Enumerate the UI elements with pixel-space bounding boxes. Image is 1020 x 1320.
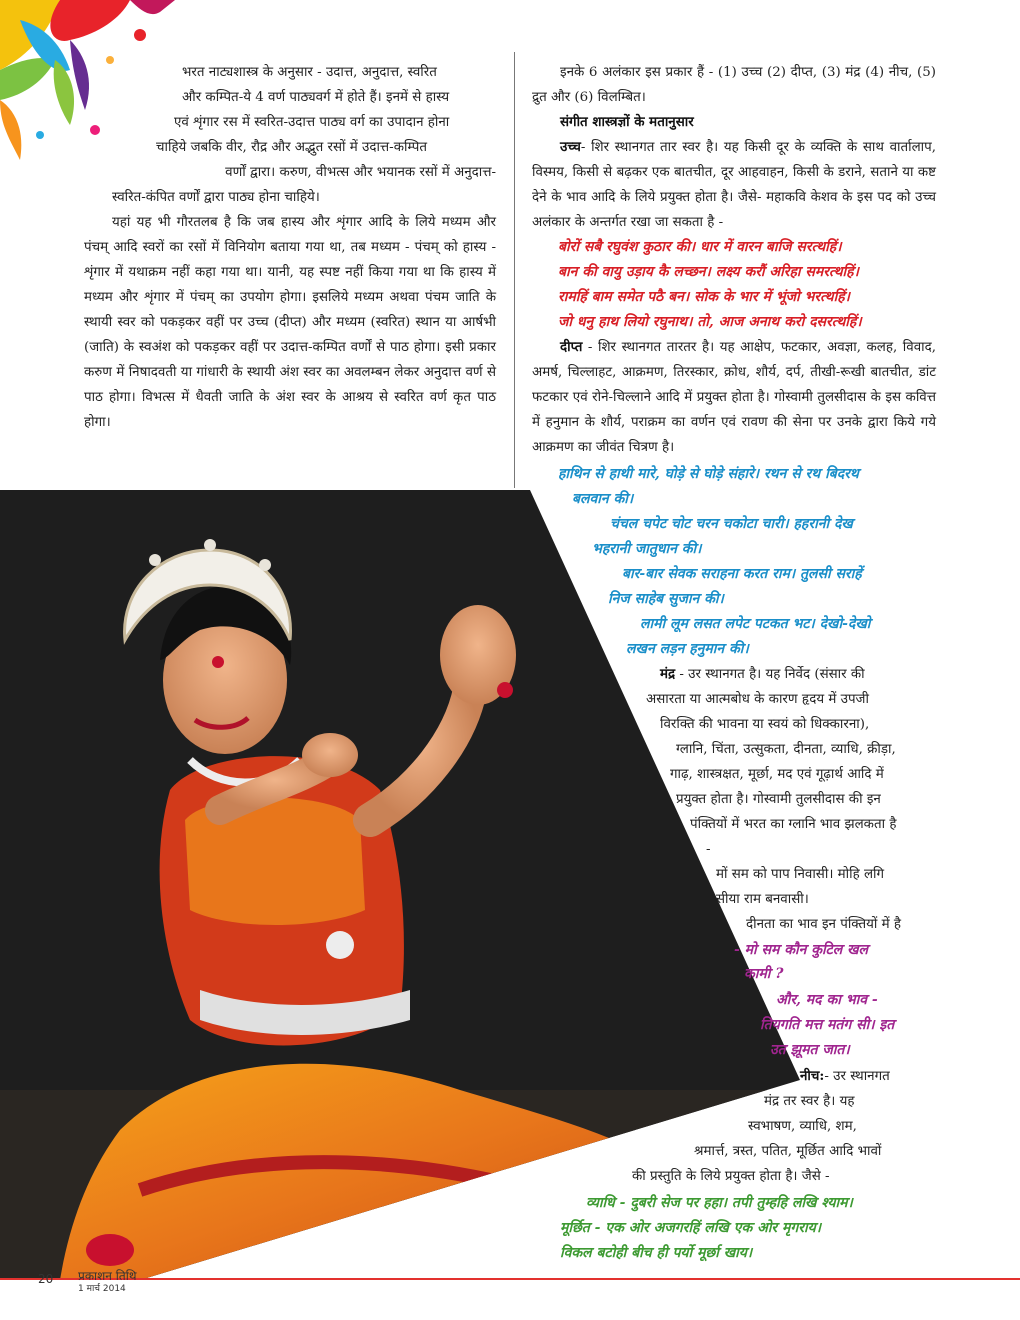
blue-verse-2: बलवान की।	[572, 491, 634, 507]
left-line-1: भरत नाट्यशास्त्र के अनुसार - उदात्त, अनुदात्त, स्वरित	[182, 65, 437, 80]
mandra-line-8: -	[706, 842, 711, 857]
purple-verse-5: उत झूमत जात।	[770, 1042, 850, 1058]
neech-text-1: - उर स्थानगत	[824, 1069, 890, 1084]
footer-magazine: प्रकाशन तिथि	[78, 1269, 137, 1283]
column-divider	[514, 52, 515, 488]
red-verse-4: जो धनु हाथ लियो रघुनाथ। तो, आज अनाथ करो दसरत्थहिं।	[558, 314, 862, 330]
purple-verse-4: तियगति मत्त मतंग सी। इत	[760, 1017, 895, 1033]
purple-verse-1: - मो सम कौन कुटिल खल	[734, 942, 869, 958]
neech-line-3: स्वभाषण, व्याधि, शम,	[748, 1119, 857, 1134]
neech-line-4: श्रमार्त्त, त्रस्त, पतित, मूर्छित आदि भावों	[694, 1144, 882, 1159]
green-verse-3: विकल बटोही बीच ही पर्यो मूर्छा खाय।	[560, 1245, 753, 1261]
mandra-line-4: ग्लानि, चिंता, उत्सुकता, दीनता, व्याधि, क्रीड़ा,	[676, 742, 896, 757]
green-verse-2: मूर्छित - एक ओर अजगरहिं लखि एक ओर मृगराय।	[560, 1220, 822, 1236]
uchcha-paragraph	[532, 135, 936, 235]
mandra-text-1: - उर स्थानगत है। यह निर्वेद (संसार की	[679, 667, 865, 682]
purple-verse-2: कामी ?	[744, 966, 784, 982]
blue-verse-8: लखन लड़न हनुमान की।	[626, 641, 749, 657]
mandra-line-6: प्रयुक्त होता है। गोस्वामी तुलसीदास की इन	[676, 792, 881, 807]
left-line-3: एवं शृंगार रस में स्वरित-उदात्त पाठ्य वर्ग का उपादान होना	[174, 115, 450, 130]
mandra-line-1	[660, 662, 865, 687]
blue-verse-5: बार-बार सेवक सराहना करत राम। तुलसी सराहें	[622, 566, 862, 582]
footer-date: 1 मार्च 2014	[78, 1284, 126, 1294]
mandra-line-2: असारता या आत्मबोध के कारण हृदय में उपजी	[646, 692, 869, 707]
section-heading: संगीत शास्त्रज्ञों के मतानुसार	[560, 114, 694, 130]
page-number: 20	[38, 1272, 54, 1286]
alankar-intro: इनके 6 अलंकार इस प्रकार हैं - (1) उच्च (2) दीप्त, (3) मंद्र (4) नीच, (5) द्रुत और (6) विलम्बित।	[532, 65, 936, 105]
footer-publication	[78, 1270, 137, 1296]
left-paragraph-2: यहां यह भी गौरतलब है कि जब हास्य और शृंगार आदि के लिये मध्यम और पंचम् आदि स्वरों का रसों में विनियोग बताया गया था, तब मध्यम - पंचम् को हास्य - शृंगार में यथाक्रम नहीं कहा गया था। यानी, यह स्पष्ट नहीं किया गया था कि हास्य में मध्यम और शृंगार में पंचम् का उपयोग होगा। इसलिये मध्यम अथवा पंचम जाति के स्थायी स्वर को पकड़कर वहीं पर उच्च (दीप्त) और मध्यम (स्वरित) स्थान या आर्षभी (जाति) के स्वअंश को पकड़कर वहीं पर उदात्त-कम्पित वर्णों से पाठ होगा। इसी प्रकार करुण में निषादवती या गांधारी के स्थायी अंश स्वर का अवलम्बन लेकर अनुदात्त वर्ण से पाठ होगा। विभत्स में धैवती जाति के अंश स्वर के आश्रय से स्वरित वर्ण कृत पाठ होगा।	[84, 215, 496, 430]
uchcha-text: - शिर स्थानगत तार स्वर है। यह किसी दूर के व्यक्ति के साथ वार्तालाप, विस्मय, किसी से बढ़कर एक बातचीत, दूर आहवाहन, किसी के डराने, सताने या कष्ट देने के भाव आदि के लिये प्रयुक्त होता है। जैसे- महाकवि केशव के इस पद को उच्च अलंकार के अन्तर्गत रखा जा सकता है -	[532, 140, 936, 230]
left-line-2: और कम्पित-ये 4 वर्ण पाठ्यवर्ग में होते हैं। इनमें से हास्य	[182, 90, 450, 105]
purple-verse-3: और, मद का भाव -	[776, 992, 878, 1008]
mandra-line-5: गाढ़, शास्त्रक्षत, मूर्छा, मद एवं गूढ़ार्थ आदि में	[670, 767, 884, 782]
left-line-4: चाहिये जबकि वीर, रौद्र और अद्भुत रसों में उदात्त-कम्पित	[156, 140, 427, 155]
red-verse-1: बोरों सबै रघुवंश कुठार की। धार में वारन बाजि सरत्थहिं।	[558, 239, 842, 255]
left-column	[84, 60, 496, 435]
left-line-6: स्वरित-कंपित वर्णों द्वारा पाठ्य होना चाहिये।	[112, 190, 320, 205]
neech-term: नीच:	[800, 1068, 825, 1084]
mandra-line-10: सीया राम बनवासी।	[716, 892, 809, 907]
green-verse-1: व्याधि - दुबरी सेज पर हहा। तपी तुम्हहि लखि श्याम।	[586, 1195, 853, 1211]
neech-line-2: मंद्र तर स्वर है। यह	[764, 1094, 855, 1109]
left-line-5: वर्णों द्वारा। करुण, वीभत्स और भयानक रसों में अनुदात्त-	[225, 165, 496, 180]
dipt-paragraph	[532, 335, 936, 460]
mandra-line-7: पंक्तियों में भरत का ग्लानि भाव झलकता है	[690, 817, 897, 832]
mandra-term: मंद्र	[660, 666, 676, 682]
neech-line-1	[800, 1064, 890, 1089]
mandra-line-9: मों सम को पाप निवासी। मोहि लगि	[716, 867, 885, 882]
uchcha-term: उच्च	[560, 139, 581, 155]
right-column	[532, 60, 936, 460]
blue-verse-3: चंचल चपेट चोट चरन चकोटा चारी। हहरानी देख	[610, 516, 853, 532]
mandra-line-3: विरक्ति की भावना या स्वयं को धिक्कारना),	[660, 717, 870, 732]
footer-rule	[0, 1278, 1020, 1280]
blue-verse-4: भहरानी जातुधान की।	[592, 541, 702, 557]
mandra-line-11: दीनता का भाव इन पंक्तियों में है	[746, 917, 901, 932]
red-verse-2: बान की वायु उड़ाय कै लच्छन। लक्ष्य करौं अरिहा समरत्थहिं।	[558, 264, 859, 280]
dipt-term: दीप्त	[560, 339, 583, 355]
blue-verse-1: हाथिन से हाथी मारे, घोड़े से घोड़े संहारे। रथन से रथ बिदरथ	[558, 466, 859, 482]
red-verse-3: रामहिं बाम समेत पठै बन। सोक के भार में भूंजो भरत्थहिं।	[558, 289, 850, 305]
blue-verse-7: लामी लूम लसत लपेट पटकत भट। देखो-देखो	[640, 616, 871, 632]
dipt-text: - शिर स्थानगत तारतर है। यह आक्षेप, फटकार, अवज्ञा, कलह, विवाद, अमर्ष, चिल्लाहट, आक्रमण, तिरस्कार, क्रोध, शौर्य, दर्प, तीखी-रूखी बातचीत, डांट फटकार एवं रोने-चिल्लाने आदि में प्रयुक्त होता है। गोस्वामी तुलसीदास के इस कवित्त में हनुमान के शौर्य, पराक्रम का वर्णन एवं रावण की सेना पर उनके द्वारा किये गये आक्रमण का जीवंत चित्रण है।	[532, 340, 936, 455]
neech-line-5: की प्रस्तुति के लिये प्रयुक्त होता है। जैसे -	[632, 1169, 830, 1184]
blue-verse-6: निज साहेब सुजान की।	[608, 591, 724, 607]
